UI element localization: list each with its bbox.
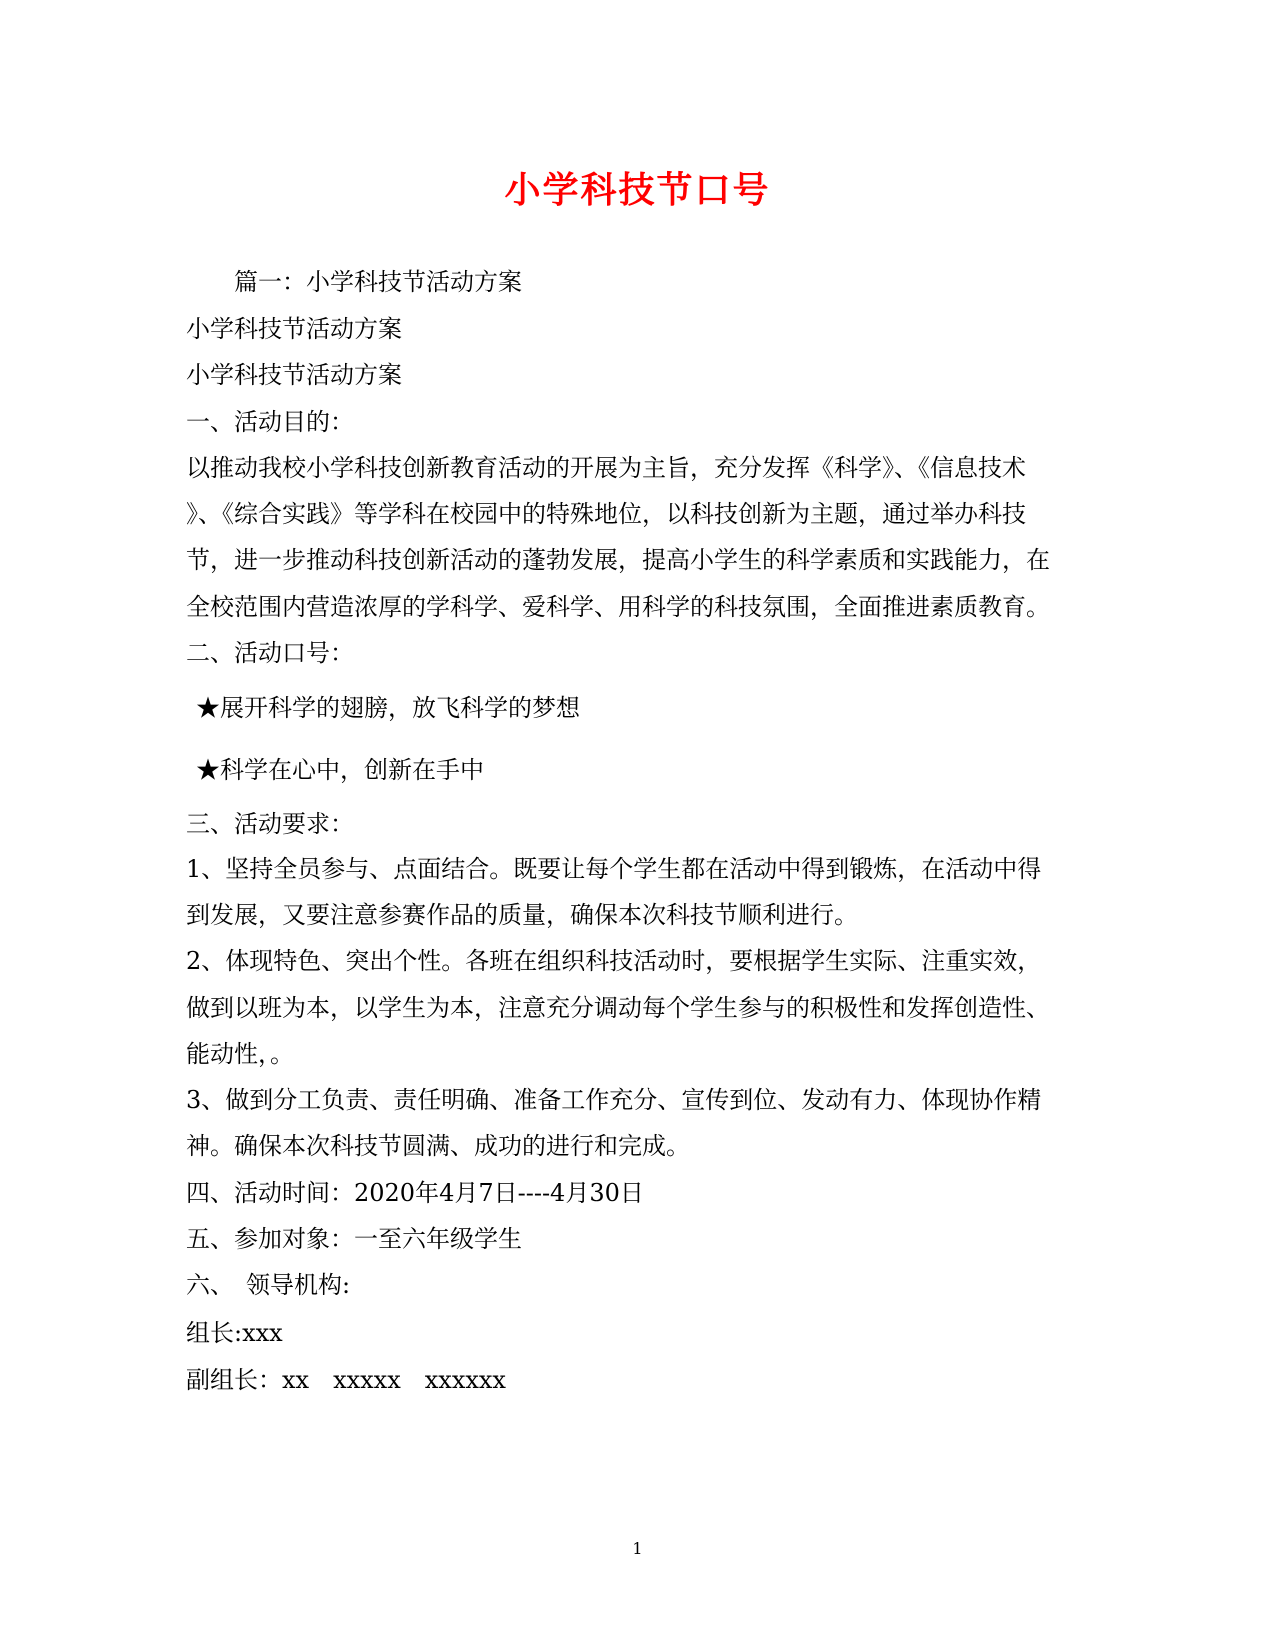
paragraph-line: 到发展，又要注意参赛作品的质量，确保本次科技节顺利进行。: [186, 901, 858, 929]
text-line: 小学科技节活动方案: [186, 361, 402, 389]
paragraph-line: 节，进一步推动科技创新活动的蓬勃发展，提高小学生的科学素质和实践能力，在: [186, 546, 1050, 574]
page-number: 1: [632, 1539, 643, 1558]
paragraph-line: 3、做到分工负责、责任明确、准备工作充分、宣传到位、发动有力、体现协作精: [186, 1086, 1042, 1114]
paragraph-line: 做到以班为本，以学生为本，注意充分调动每个学生参与的积极性和发挥创造性、: [186, 994, 1050, 1022]
section-heading-leadership: 六、 领导机构:: [186, 1271, 351, 1299]
leader-line: 组长:xxx: [186, 1319, 283, 1347]
slogan-item: ★展开科学的翅膀，放飞科学的梦想: [196, 694, 580, 722]
section-heading-slogan: 二、活动口号：: [186, 639, 354, 667]
section-heading-part-one: 篇一：小学科技节活动方案: [234, 268, 522, 296]
paragraph-line: 1、坚持全员参与、点面结合。既要让每个学生都在活动中得到锻炼，在活动中得: [186, 855, 1042, 883]
paragraph-line: 2、体现特色、突出个性。各班在组织科技活动时，要根据学生实际、注重实效，: [186, 947, 1042, 975]
paragraph-line: 能动性，。: [186, 1040, 294, 1068]
paragraph-line: 神。确保本次科技节圆满、成功的进行和完成。: [186, 1132, 690, 1160]
paragraph-line: 》、《综合实践》等学科在校园中的特殊地位，以科技创新为主题，通过举办科技: [186, 500, 1026, 528]
section-heading-requirements: 三、活动要求：: [186, 810, 354, 838]
document-title: 小学科技节口号: [504, 169, 771, 211]
participants-line: 五、参加对象：一至六年级学生: [186, 1225, 522, 1253]
slogan-item: ★科学在心中，创新在手中: [196, 756, 484, 784]
section-heading-purpose: 一、活动目的：: [186, 408, 354, 436]
paragraph-line: 以推动我校小学科技创新教育活动的开展为主旨，充分发挥《科学》、《信息技术: [186, 454, 1026, 482]
deputy-leader-line: 副组长：xx xxxxx xxxxxx: [186, 1366, 506, 1394]
text-line: 小学科技节活动方案: [186, 315, 402, 343]
activity-time-line: 四、活动时间：2020年4月7日----4月30日: [186, 1179, 644, 1207]
paragraph-line: 全校范围内营造浓厚的学科学、爱科学、用科学的科技氛围，全面推进素质教育。: [186, 593, 1050, 621]
